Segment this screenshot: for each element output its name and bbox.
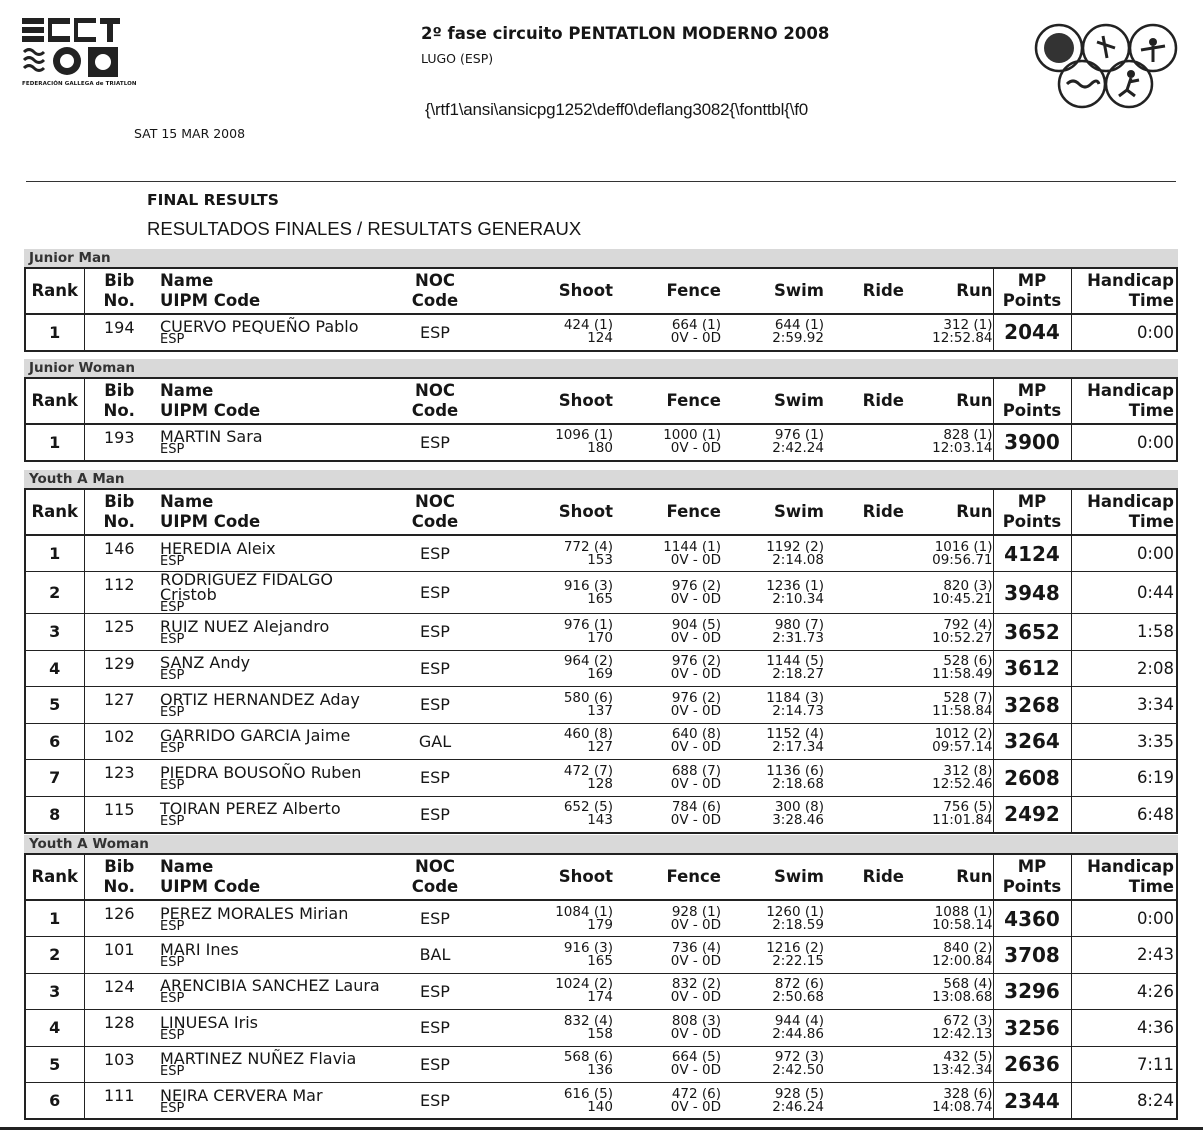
- result-row: [25, 760, 1177, 797]
- col-run: Run: [904, 378, 993, 424]
- results-table: [24, 488, 1178, 834]
- run-cell: 1016 (1) 09:56.71: [932, 538, 993, 568]
- rank-cell: 1: [25, 900, 84, 937]
- category-title: Junior Man: [24, 249, 1178, 267]
- run-cell: 828 (1) 12:03.14: [932, 427, 993, 457]
- athlete-name-cell: [154, 1083, 392, 1120]
- shoot-cell: 580 (6) 137: [478, 687, 613, 724]
- event-location: LUGO (ESP): [421, 51, 494, 66]
- col-shoot: Shoot: [478, 378, 613, 424]
- athlete-name: HEREDIA Aleix: [160, 538, 276, 558]
- shoot-cell: 916 (3) 165: [478, 937, 613, 974]
- shoot-cell: 616 (5) 140: [478, 1083, 613, 1120]
- ride-cell: [824, 973, 904, 1010]
- handicap-time-cell: 0:00: [1136, 322, 1174, 342]
- result-row: [25, 314, 1177, 351]
- col-swim: Swim: [721, 268, 824, 314]
- noc-cell: ESP: [420, 322, 450, 342]
- handicap-time-cell: 4:36: [1071, 1010, 1177, 1047]
- result-row: [25, 937, 1177, 974]
- bib-cell: 115: [84, 796, 154, 833]
- col-handicap-time: Handicap Time: [1071, 378, 1177, 424]
- handicap-time-cell: 0:00: [1136, 432, 1174, 452]
- col-run: Run: [904, 854, 993, 900]
- swim-cell: 944 (4) 2:44.86: [721, 1010, 824, 1047]
- athlete-name-cell: [154, 1010, 392, 1047]
- ride-cell: [824, 796, 904, 833]
- athlete-name: MARTIN Sara: [160, 427, 263, 447]
- swim-cell: 1216 (2) 2:22.15: [721, 937, 824, 974]
- noc-cell: ESP: [392, 796, 478, 833]
- run-cell: 756 (5) 11:01.84: [904, 796, 993, 833]
- run-cell: 820 (3) 10:45.21: [904, 572, 993, 614]
- rank-cell: 4: [25, 650, 84, 687]
- ride-cell: [824, 723, 904, 760]
- run-cell: 432 (5) 13:42.34: [904, 1046, 993, 1083]
- col-mp-points: MP Points: [993, 268, 1071, 314]
- bib-cell: 112: [84, 572, 154, 614]
- rank-cell: 1: [25, 535, 84, 572]
- category-section: [24, 359, 1178, 462]
- mp-points-cell: 3948: [993, 572, 1071, 614]
- noc-cell: ESP: [392, 572, 478, 614]
- shoot-cell: 1084 (1) 179: [555, 903, 613, 933]
- col-rank: Rank: [25, 268, 84, 314]
- bib-cell: 128: [84, 1010, 154, 1047]
- col-fence: Fence: [613, 268, 721, 314]
- handicap-time-cell: 0:00: [1136, 909, 1174, 928]
- ride-cell: [824, 650, 904, 687]
- ride-cell: [824, 1083, 904, 1120]
- mp-points-cell: 2608: [993, 760, 1071, 797]
- mp-points-cell: 3268: [993, 687, 1071, 724]
- uipm-code: ESP: [160, 1100, 185, 1116]
- rank-cell: 3: [25, 614, 84, 651]
- col-bib: Bib No.: [84, 268, 154, 314]
- run-cell: 312 (1) 12:52.84: [932, 317, 993, 347]
- bib-cell: 129: [84, 650, 154, 687]
- bib-cell: 103: [84, 1046, 154, 1083]
- col-handicap-time: Handicap Time: [1071, 489, 1177, 535]
- category-section: [24, 835, 1178, 1120]
- header-divider: [26, 181, 1176, 182]
- noc-cell: ESP: [392, 760, 478, 797]
- col-noc: NOC Code: [392, 268, 478, 314]
- shoot-cell: 832 (4) 158: [478, 1010, 613, 1047]
- column-header-row: [25, 378, 1177, 424]
- athlete-name-cell: [154, 535, 392, 572]
- col-name: Name UIPM Code: [154, 489, 392, 535]
- shoot-cell: 1096 (1) 180: [555, 427, 613, 457]
- athlete-name-cell: [154, 723, 392, 760]
- event-date: SAT 15 MAR 2008: [134, 126, 246, 141]
- athlete-name: PIEDRA BOUSOÑO Ruben: [160, 762, 362, 782]
- col-bib: Bib No.: [84, 489, 154, 535]
- col-rank: Rank: [25, 378, 84, 424]
- run-cell: 1012 (2) 09:57.14: [904, 723, 993, 760]
- mp-points-cell: 3900: [993, 424, 1071, 461]
- handicap-time-cell: 1:58: [1071, 614, 1177, 651]
- shoot-cell: 1024 (2) 174: [478, 973, 613, 1010]
- mp-points-cell: 3296: [993, 973, 1071, 1010]
- uipm-code: ESP: [160, 668, 185, 684]
- athlete-name: MARI Ines: [160, 939, 239, 959]
- results-table: [24, 377, 1178, 462]
- athlete-name-cell: [154, 614, 392, 651]
- col-noc: NOC Code: [392, 489, 478, 535]
- col-name: Name UIPM Code: [154, 378, 392, 424]
- athlete-name-cell: [154, 973, 392, 1010]
- fence-cell: 640 (8) 0V - 0D: [613, 723, 721, 760]
- bib-cell: 193: [103, 428, 135, 447]
- rtf-artifact-line: {\rtf1\ansi\ansicpg1252\deff0\deflang3082{\fonttbl{\f0: [425, 100, 809, 119]
- ride-cell: [824, 314, 904, 351]
- athlete-name: GARRIDO GARCIA Jaime: [160, 726, 351, 746]
- handicap-time-cell: 8:24: [1071, 1083, 1177, 1120]
- shoot-cell: 964 (2) 169: [478, 650, 613, 687]
- col-swim: Swim: [721, 489, 824, 535]
- athlete-name: RODRIGUEZ FIDALGO Cristob: [160, 570, 333, 604]
- handicap-time-cell: 2:08: [1071, 650, 1177, 687]
- run-cell: 840 (2) 12:00.84: [904, 937, 993, 974]
- uipm-code: ESP: [160, 1027, 185, 1043]
- handicap-time-cell: 3:35: [1071, 723, 1177, 760]
- final-results-title: FINAL RESULTS: [147, 191, 279, 209]
- swim-cell: 872 (6) 2:50.68: [721, 973, 824, 1010]
- shoot-cell: 568 (6) 136: [478, 1046, 613, 1083]
- ride-cell: [824, 760, 904, 797]
- col-handicap-time: Handicap Time: [1071, 268, 1177, 314]
- noc-cell: ESP: [392, 1083, 478, 1120]
- col-noc: NOC Code: [392, 854, 478, 900]
- result-row: [25, 796, 1177, 833]
- noc-cell: ESP: [420, 432, 450, 452]
- athlete-name-cell: [154, 572, 392, 614]
- bib-cell: 146: [103, 539, 135, 558]
- result-row: [25, 535, 1177, 572]
- athlete-name: ARENCIBIA SANCHEZ Laura: [160, 976, 380, 996]
- federation-caption: FEDERACIÓN GALLEGA de TRIATLON: [22, 81, 137, 87]
- run-cell: 792 (4) 10:52.27: [904, 614, 993, 651]
- swim-cell: 1184 (3) 2:14.73: [721, 687, 824, 724]
- noc-cell: ESP: [392, 687, 478, 724]
- col-shoot: Shoot: [478, 268, 613, 314]
- bib-cell: 102: [84, 723, 154, 760]
- column-header-row: [25, 854, 1177, 900]
- swim-cell: 972 (3) 2:42.50: [721, 1046, 824, 1083]
- result-row: [25, 650, 1177, 687]
- handicap-time-cell: 0:00: [1136, 544, 1174, 563]
- rank-cell: 6: [25, 723, 84, 760]
- result-row: [25, 614, 1177, 651]
- result-row: [25, 424, 1177, 461]
- col-fence: Fence: [613, 378, 721, 424]
- column-header-row: [25, 489, 1177, 535]
- result-row: [25, 1083, 1177, 1120]
- ride-cell: [824, 535, 904, 572]
- athlete-name: LINUESA Iris: [160, 1012, 258, 1032]
- shoot-cell: 772 (4) 153: [563, 538, 613, 568]
- fence-cell: 688 (7) 0V - 0D: [613, 760, 721, 797]
- event-title: 2º fase circuito PENTATLON MODERNO 2008: [421, 24, 830, 43]
- rank-cell: 3: [25, 973, 84, 1010]
- category-title: Youth A Woman: [24, 835, 1178, 853]
- rank-cell: 5: [25, 687, 84, 724]
- col-ride: Ride: [824, 378, 904, 424]
- result-row: [25, 973, 1177, 1010]
- run-cell: 528 (6) 11:58.49: [904, 650, 993, 687]
- final-results-subtitle: RESULTADOS FINALES / RESULTATS GENERAUX: [147, 218, 582, 239]
- bib-cell: 125: [84, 614, 154, 651]
- shoot-cell: 460 (8) 127: [478, 723, 613, 760]
- athlete-name: CUERVO PEQUEÑO Pablo: [160, 317, 359, 337]
- shoot-cell: 424 (1) 124: [563, 317, 613, 347]
- fence-cell: 928 (1) 0V - 0D: [670, 903, 721, 933]
- col-bib: Bib No.: [84, 854, 154, 900]
- handicap-time-cell: 6:19: [1071, 760, 1177, 797]
- category-title: Youth A Man: [24, 470, 1178, 488]
- results-table: [24, 267, 1178, 352]
- col-run: Run: [904, 268, 993, 314]
- fence-cell: 808 (3) 0V - 0D: [613, 1010, 721, 1047]
- mp-points-cell: 3256: [993, 1010, 1071, 1047]
- col-rank: Rank: [25, 854, 84, 900]
- col-ride: Ride: [824, 268, 904, 314]
- swim-cell: 1192 (2) 2:14.08: [766, 538, 824, 568]
- athlete-name-cell: [154, 650, 392, 687]
- bib-cell: 124: [84, 973, 154, 1010]
- bib-cell: 126: [103, 904, 135, 923]
- result-row: [25, 572, 1177, 614]
- rank-cell: 4: [25, 1010, 84, 1047]
- run-cell: 328 (6) 14:08.74: [904, 1083, 993, 1120]
- uipm-code: ESP: [160, 918, 185, 934]
- col-name: Name UIPM Code: [154, 268, 392, 314]
- run-cell: 312 (8) 12:52.46: [904, 760, 993, 797]
- mp-points-cell: 3612: [993, 650, 1071, 687]
- fence-cell: 976 (2) 0V - 0D: [613, 687, 721, 724]
- mp-points-cell: 2344: [993, 1083, 1071, 1120]
- shoot-cell: 652 (5) 143: [478, 796, 613, 833]
- ride-cell: [824, 1046, 904, 1083]
- athlete-name: NEIRA CERVERA Mar: [160, 1085, 323, 1105]
- noc-cell: ESP: [392, 650, 478, 687]
- noc-cell: ESP: [392, 1046, 478, 1083]
- swim-cell: 644 (1) 2:59.92: [772, 317, 824, 347]
- uipm-code: ESP: [160, 991, 185, 1007]
- col-rank: Rank: [25, 489, 84, 535]
- col-bib: Bib No.: [84, 378, 154, 424]
- mp-points-cell: 4360: [993, 900, 1071, 937]
- uipm-code: ESP: [160, 814, 185, 829]
- result-row: [25, 723, 1177, 760]
- uipm-code: ESP: [160, 631, 185, 647]
- col-noc: NOC Code: [392, 378, 478, 424]
- col-fence: Fence: [613, 489, 721, 535]
- noc-cell: BAL: [392, 937, 478, 974]
- col-shoot: Shoot: [478, 489, 613, 535]
- run-cell: 568 (4) 13:08.68: [904, 973, 993, 1010]
- page-bottom-edge: [0, 1127, 1203, 1130]
- bib-cell: 111: [84, 1083, 154, 1120]
- category-title: Junior Woman: [24, 359, 1178, 377]
- athlete-name-cell: [154, 937, 392, 974]
- handicap-time-cell: 3:34: [1071, 687, 1177, 724]
- uipm-code: ESP: [160, 777, 185, 793]
- athlete-name: SANZ Andy: [160, 653, 251, 673]
- bib-cell: 101: [84, 937, 154, 974]
- athlete-name: MARTINEZ NUÑEZ Flavia: [160, 1049, 357, 1069]
- swim-cell: 976 (1) 2:42.24: [772, 427, 824, 457]
- category-section: [24, 470, 1178, 834]
- athlete-name-cell: [154, 1046, 392, 1083]
- athlete-name: RUIZ NUEZ Alejandro: [160, 616, 330, 636]
- swim-cell: 928 (5) 2:46.24: [721, 1083, 824, 1120]
- bib-cell: 123: [84, 760, 154, 797]
- rank-cell: 7: [25, 760, 84, 797]
- fence-cell: 976 (2) 0V - 0D: [613, 650, 721, 687]
- result-row: [25, 687, 1177, 724]
- rank-cell: 2: [25, 572, 84, 614]
- uipm-code: ESP: [160, 332, 185, 348]
- uipm-code: ESP: [160, 553, 185, 569]
- fence-cell: 832 (2) 0V - 0D: [613, 973, 721, 1010]
- pentathlon-rings-logo: [1033, 22, 1179, 112]
- athlete-name-cell: [154, 424, 392, 461]
- uipm-code: ESP: [160, 442, 185, 458]
- ride-cell: [824, 572, 904, 614]
- run-cell: 528 (7) 11:58.84: [904, 687, 993, 724]
- rank-cell: 5: [25, 1046, 84, 1083]
- athlete-name: PEREZ MORALES Mirian: [160, 903, 349, 923]
- col-name: Name UIPM Code: [154, 854, 392, 900]
- result-row: [25, 900, 1177, 937]
- col-ride: Ride: [824, 854, 904, 900]
- noc-cell: ESP: [420, 909, 450, 928]
- handicap-time-cell: 6:48: [1071, 796, 1177, 833]
- athlete-name: TOIRAN PEREZ Alberto: [160, 799, 341, 818]
- fence-cell: 472 (6) 0V - 0D: [613, 1083, 721, 1120]
- noc-cell: ESP: [392, 973, 478, 1010]
- ride-cell: [824, 614, 904, 651]
- bib-cell: 127: [84, 687, 154, 724]
- mp-points-cell: 4124: [993, 535, 1071, 572]
- handicap-time-cell: 2:43: [1071, 937, 1177, 974]
- handicap-time-cell: 0:44: [1071, 572, 1177, 614]
- fence-cell: 976 (2) 0V - 0D: [613, 572, 721, 614]
- col-fence: Fence: [613, 854, 721, 900]
- mp-points-cell: 2044: [993, 314, 1071, 351]
- noc-cell: ESP: [420, 544, 450, 563]
- uipm-code: ESP: [160, 954, 185, 970]
- col-mp-points: MP Points: [993, 378, 1071, 424]
- swim-cell: 1260 (1) 2:18.59: [766, 903, 824, 933]
- run-cell: 672 (3) 12:42.13: [904, 1010, 993, 1047]
- fence-cell: 784 (6) 0V - 0D: [613, 796, 721, 833]
- federation-logo-mark: [22, 18, 120, 80]
- mp-points-cell: 3708: [993, 937, 1071, 974]
- result-row: [25, 1010, 1177, 1047]
- ride-cell: [824, 1010, 904, 1047]
- athlete-name-cell: [154, 900, 392, 937]
- col-mp-points: MP Points: [993, 489, 1071, 535]
- col-run: Run: [904, 489, 993, 535]
- bib-cell: 194: [103, 318, 135, 337]
- rank-cell: 1: [25, 314, 84, 351]
- column-header-row: [25, 268, 1177, 314]
- shoot-cell: 472 (7) 128: [478, 760, 613, 797]
- federation-logo: [22, 18, 137, 94]
- handicap-time-cell: 4:26: [1071, 973, 1177, 1010]
- swim-cell: 1136 (6) 2:18.68: [721, 760, 824, 797]
- fence-cell: 664 (1) 0V - 0D: [670, 317, 721, 347]
- handicap-time-cell: 7:11: [1071, 1046, 1177, 1083]
- uipm-code: ESP: [160, 741, 185, 757]
- uipm-code: ESP: [160, 704, 185, 720]
- col-mp-points: MP Points: [993, 854, 1071, 900]
- category-section: [24, 249, 1178, 352]
- athlete-name-cell: [154, 687, 392, 724]
- run-cell: 1088 (1) 10:58.14: [932, 903, 993, 933]
- mp-points-cell: 3652: [993, 614, 1071, 651]
- ride-cell: [824, 424, 904, 461]
- athlete-name-cell: [154, 760, 392, 797]
- athlete-name-cell: [154, 314, 392, 351]
- mp-points-cell: 2636: [993, 1046, 1071, 1083]
- swim-cell: 1152 (4) 2:17.34: [721, 723, 824, 760]
- athlete-name: ORTIZ HERNANDEZ Aday: [160, 689, 360, 709]
- fence-cell: 1000 (1) 0V - 0D: [663, 427, 721, 457]
- swim-cell: 300 (8) 3:28.46: [721, 796, 824, 833]
- shoot-cell: 916 (3) 165: [478, 572, 613, 614]
- results-table: [24, 853, 1178, 1120]
- result-row: [25, 1046, 1177, 1083]
- col-ride: Ride: [824, 489, 904, 535]
- fence-cell: 664 (5) 0V - 0D: [613, 1046, 721, 1083]
- athlete-name-cell: [154, 796, 392, 833]
- col-swim: Swim: [721, 854, 824, 900]
- shoot-cell: 976 (1) 170: [478, 614, 613, 651]
- fence-cell: 904 (5) 0V - 0D: [613, 614, 721, 651]
- rank-cell: 2: [25, 937, 84, 974]
- noc-cell: ESP: [392, 1010, 478, 1047]
- swim-cell: 980 (7) 2:31.73: [721, 614, 824, 651]
- col-swim: Swim: [721, 378, 824, 424]
- col-handicap-time: Handicap Time: [1071, 854, 1177, 900]
- swim-cell: 1144 (5) 2:18.27: [721, 650, 824, 687]
- noc-cell: GAL: [392, 723, 478, 760]
- mp-points-cell: 2492: [993, 796, 1071, 833]
- uipm-code: ESP: [160, 600, 185, 615]
- fence-cell: 736 (4) 0V - 0D: [613, 937, 721, 974]
- ride-cell: [824, 900, 904, 937]
- col-shoot: Shoot: [478, 854, 613, 900]
- mp-points-cell: 3264: [993, 723, 1071, 760]
- noc-cell: ESP: [392, 614, 478, 651]
- rank-cell: 6: [25, 1083, 84, 1120]
- uipm-code: ESP: [160, 1064, 185, 1080]
- fence-cell: 1144 (1) 0V - 0D: [663, 538, 721, 568]
- ride-cell: [824, 937, 904, 974]
- rank-cell: 8: [25, 796, 84, 833]
- swim-cell: 1236 (1) 2:10.34: [721, 572, 824, 614]
- ride-cell: [824, 687, 904, 724]
- rank-cell: 1: [25, 424, 84, 461]
